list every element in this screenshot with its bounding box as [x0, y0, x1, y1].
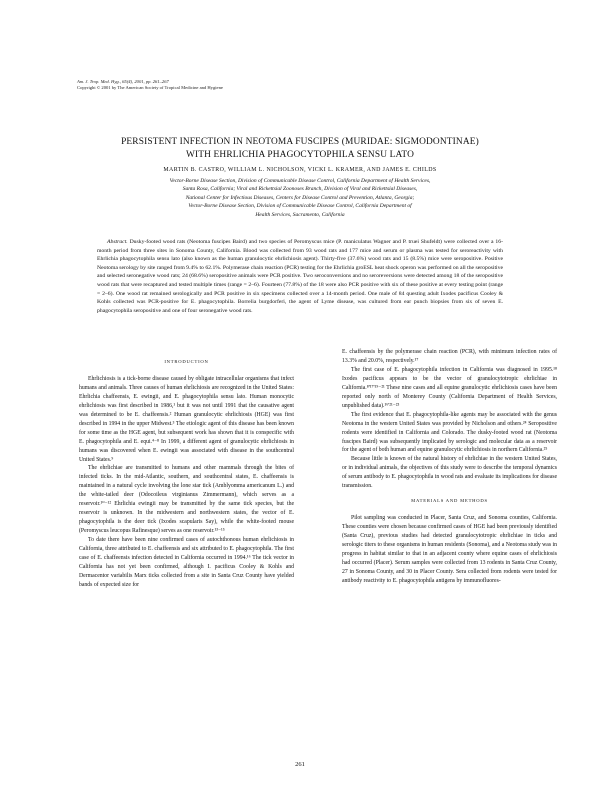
abstract-text: Dusky-footed wood rats (Neotoma fuscipes Baird) and two species of Peromyscus mice (P. maniculatus Wagner and P. truei Shufeldt) were collected over a 16-month period from three sites in Sonoma County, California. Blood was collected from 93 wood rats and 177 mice and serum or plasma was tested for seroreactivity with Ehrlichia phagocytophila sensu lato (also known as the human granulocytic ehrlichiosis agent). Thirty-five (37.6%) wood rats and 15 (8.5%) mice were seropositive. Positive Neotoma serology by site ranged from 9.4% to 62.1%. Polymerase chain reaction (PCR) testing for the Ehrlichia groESL heat shock operon was performed on all the seropositive and selected seronegative wood rats; 24 (68.6%) seropositive animals were PCR positive. Two seroconversions and no seroreversions were detected among 18 of the seropositive wood rats that were recaptured and tested multiple times (range = 2–6). Fourteen (77.8%) of the 18 were also PCR positive with six of these positive at every testing point (range = 2–6). One wood rat remained serologically and PCR positive in six specimens collected over a 14-month period. One male of 84 questing adult Ixodes pacificus Cooley & Kohls collected was PCR-positive for E. phagocytophila. Borrelia burgdorferi, the agent of Lyme disease, was cultured from ear punch biopsies from six of seven E. phagocytophila seropositive and one of four seronegative wood rats. — [97, 239, 503, 314]
abstract-label: Abstract. — [107, 239, 128, 245]
article-title — [60, 136, 540, 162]
affiliations — [100, 177, 500, 219]
affiliation-line: Vector-Borne Disease Section, Division of Communicable Disease Control, California Department of — [188, 203, 412, 210]
affiliation-line: Santa Rosa, California; Viral and Rickettsial Zoonoses Branch, Division of Viral and Rickettsial Diseases, — [182, 186, 418, 193]
paragraph: Because little is known of the natural history of ehrlichiae in the western United States, or in individual animals, the objectives of this study were to describe the temporal dynamics of serum antibody to E. phagocytophila in wood rats and evaluate its implications for disease transmission. — [342, 456, 557, 490]
affiliation-line: Health Services, Sacramento, California — [255, 211, 345, 218]
section-heading-methods: MATERIALS AND METHODS — [411, 498, 488, 504]
affiliation-line: Vector-Borne Disease Section, Division of Communicable Disease Control, California Department of Health Services, — [169, 178, 431, 184]
paragraph: To date there have been nine confirmed cases of autochthonous human ehrlichiosis in California, three attributed to E. chaffeensis and six attributed to E. phagocytophila. The first case of E. chaffeensis infection detected in California occurred in 1994.¹⁶ The tick vector in California has not yet been confirmed, although I. pacificus Cooley & Kohls and Dermacentor variabilis Marx ticks collected from a site in Santa Cruz County have yielded bands of expected size for — [79, 537, 294, 588]
section-heading-introduction: INTRODUCTION — [164, 359, 209, 364]
title-line-2: WITH EHRLICHIA PHAGOCYTOPHILA SENSU LATO — [185, 150, 415, 160]
copyright-line: Copyright © 2001 by The American Society of Tropical Medicine and Hygiene — [77, 85, 223, 90]
left-column — [79, 352, 294, 590]
page-number: 261 — [295, 761, 305, 768]
abstract — [97, 238, 503, 315]
journal-header — [77, 79, 377, 91]
paragraph: E. chaffeensis by the polymerase chain reaction (PCR), with minimum infection rates of 13.3% and 20.0%, respectively.¹⁷ — [342, 349, 557, 364]
paragraph: Pilot sampling was conducted in Placer, Santa Cruz, and Sonoma counties, California. These counties were chosen because confirmed cases of HGE had been previously identified (Santa Cruz), previous studies had detected granulocytotropic ehrlichiae in ticks and serologic titers to these organisms in human residents (Sonoma), and a Neotoma study was in progress in habitat similar to that in an adjacent county where equine cases of ehrlichiosis had occurred (Placer). Serum samples were collected from 13 rodents in Santa Cruz County, 27 in Sonoma County, and 30 in Placer County. Sera collected from rodents were tested for antibody reactivity to E. phagocytophila antigens by immunofluores- — [342, 515, 558, 584]
affiliation-line: National Center for Infectious Diseases, Centers for Disease Control and Prevention, Atlanta, Georgia; — [185, 194, 415, 201]
paragraph: The first evidence that E. phagocytophila-like agents may be associated with the genus Neotoma in the western United States was provided by Nicholson and others.²⁴ Seropositive rodents were identified in California and Colorado. The dusky-footed wood rat (Neotoma fuscipes Baird) was subsequently implicated by serologic and molecular data as a reservoir for the agent of both human and equine granulocytic ehrlichiosis in northern California.²⁵ — [342, 411, 557, 454]
paragraph: The ehrlichiae are transmitted to humans and other mammals through the bites of infected ticks. In the mid-Atlantic, southern, and southcentral states, E. chaffeensis is maintained in a natural cycle involving the lone star tick (Amblyomma americanum L.) and the white-tailed deer (Odocoileus virginianus Zimmermann), which serves as a reservoir.¹⁰⁻¹² Ehrlichia ewingii may be transmitted by the same tick species, but the reservoir is unknown. In the midwestern and northwestern states, the vector of E. phagocytophila is the deer tick (Ixodes scapularis Say), while the white-footed mouse (Peromyscus leucopus Rafinesque) serves as one reservoir.¹³⁻¹⁵ — [79, 465, 294, 535]
right-column — [342, 348, 557, 586]
paragraph: Ehrlichiosis is a tick-borne disease caused by obligate intracellular organisms that infect humans and animals. Three causes of human ehrlichiosis are recognized in the United States: Ehrlichia chaffeensis, E. ewingii, and E. phagocytophila sensu lato. Human monocytic ehrlichiosis was first described in 1986,¹ but it was not until 1991 that the causative agent was determined to be E. chaffeensis.² Human granulocytic ehrlichiosis (HGE) was first described in 1994 in the upper Midwest.³ The etiologic agent of this disease has been known for some time as the HGE agent, but subsequent work has shown that it is conspecific with E. phagocytophila and E. equi.⁴⁻⁸ In 1999, a different agent of granulocytic ehrlichiosis in humans was discovered when E. ewingii was associated with disease in the southcentral United States.⁹ — [79, 375, 294, 463]
paragraph: The first case of E. phagocytophila infection in California was diagnosed in 1995.¹⁸ Ixodes pacificus appears to be the vector of granulocytotropic ehrlichiae in California.⁸'¹⁷'¹⁹⁻²¹ These nine cases and all equine granulocytic ehrlichiosis cases have been reported only north of Monterey County (California Department of Health Services, unpublished data).¹⁶'²¹⁻²³ — [342, 366, 557, 409]
journal-citation: Am. J. Trop. Med. Hyg., 65(4), 2001, pp. 261–267 — [77, 79, 169, 84]
title-line-1: PERSISTENT INFECTION IN NEOTOMA FUSCIPES (MURIDAE: SIGMODONTINAE) — [121, 137, 479, 147]
author-list: MARTIN B. CASTRO, WILLIAM L. NICHOLSON, VICKI L. KRAMER, AND JAMES E. CHILDS — [163, 167, 437, 173]
